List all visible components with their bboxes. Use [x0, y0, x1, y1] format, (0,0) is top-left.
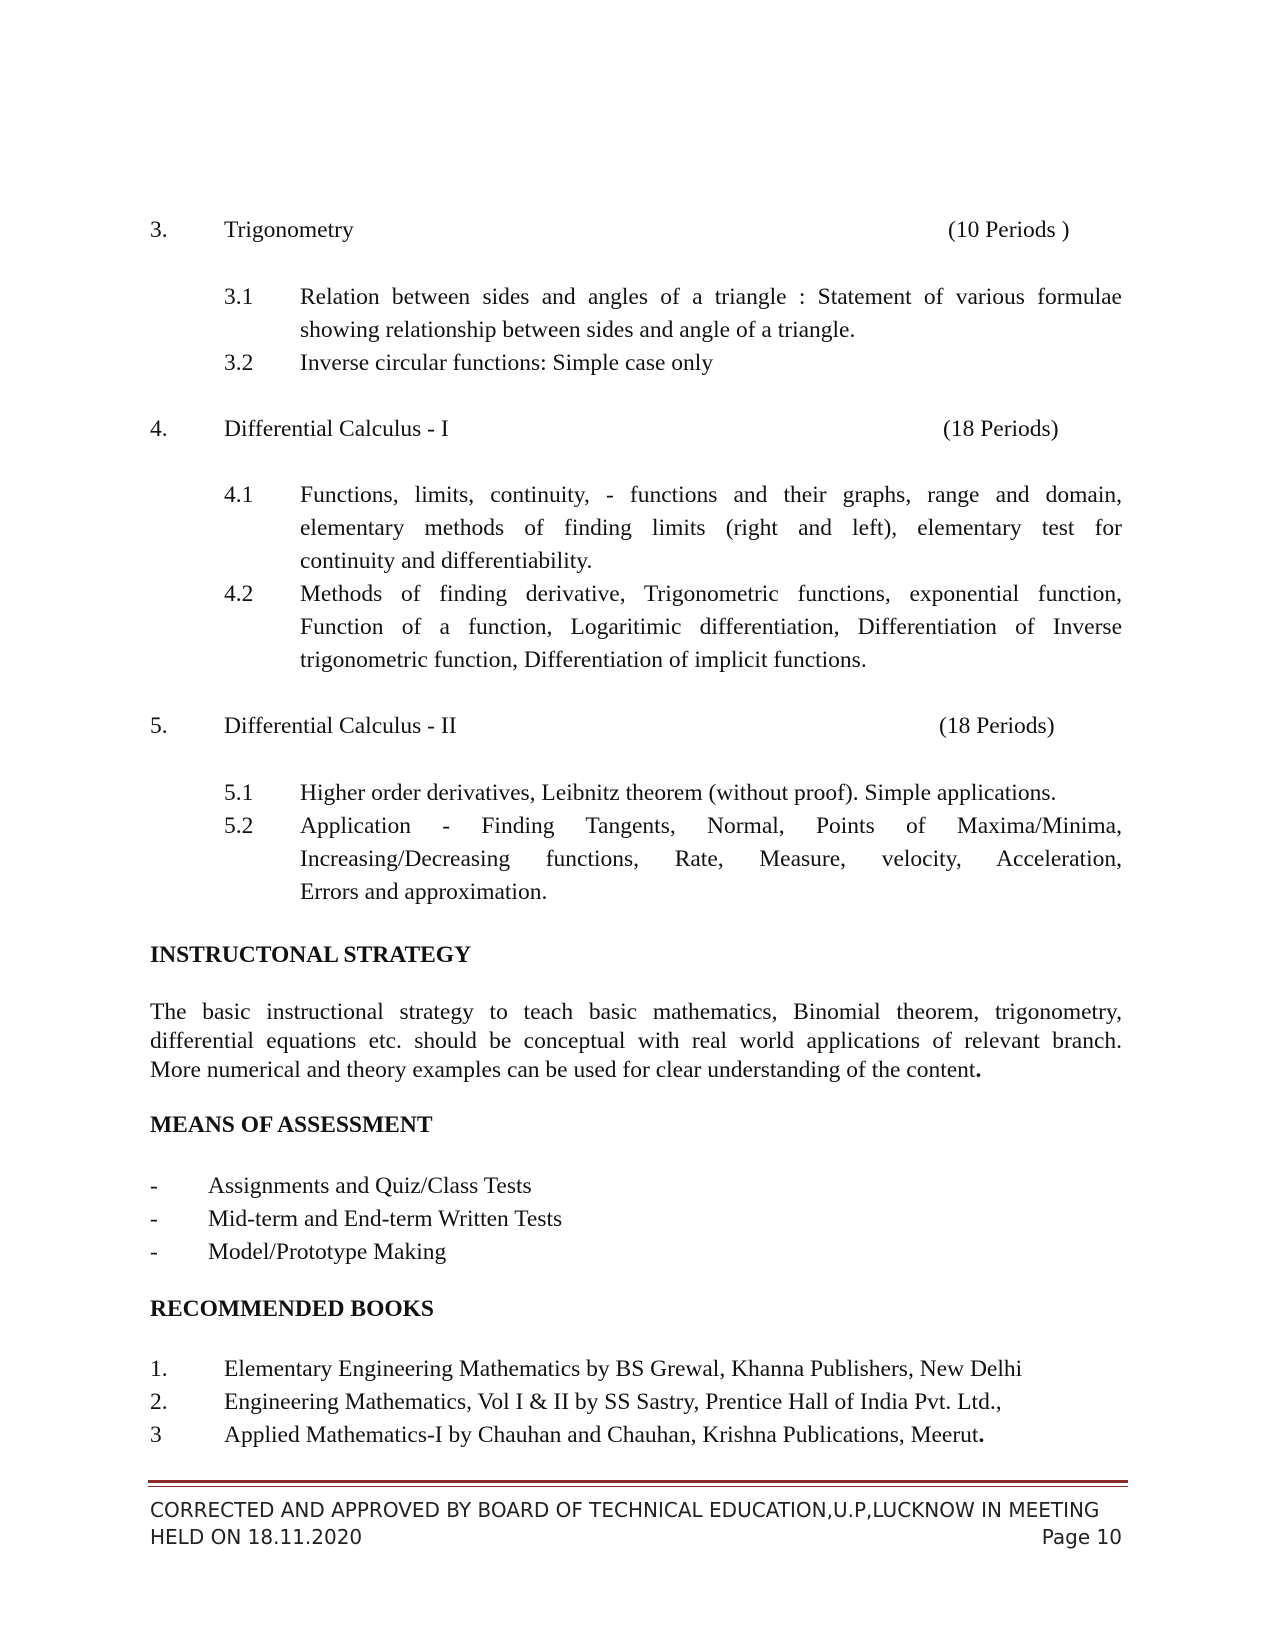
assessment-item-1: Assignments and Quiz/Class Tests [208, 1173, 532, 1199]
item-5-2-line-1: Application - Finding Tangents, Normal, Points of Maxima/Minima, [300, 813, 1122, 839]
assessment-bullet-3: - [150, 1239, 158, 1265]
item-4-2-line-1: Methods of finding derivative, Trigonometric functions, exponential function, [300, 581, 1122, 607]
item-4-2-number: 4.2 [224, 581, 254, 607]
footer-rule-thin [148, 1486, 1128, 1487]
assessment-item-3: Model/Prototype Making [208, 1239, 447, 1265]
assessment-bullet-2: - [150, 1206, 158, 1232]
section-5-title: Differential Calculus - II [224, 713, 457, 739]
book-3-text: Applied Mathematics-I by Chauhan and Chauhan, Krishna Publications, Meerut [224, 1422, 979, 1448]
item-4-1-number: 4.1 [224, 482, 254, 508]
item-4-2-line-2: Function of a function, Logaritimic differentiation, Differentiation of Inverse [300, 614, 1122, 640]
item-3-1-number: 3.1 [224, 284, 254, 310]
section-4-number: 4. [150, 416, 168, 442]
item-4-1-line-3: continuity and differentiability. [300, 548, 593, 574]
assessment-bullet-1: - [150, 1173, 158, 1199]
item-3-2-number: 3.2 [224, 350, 254, 376]
page-number: Page 10 [1041, 1525, 1122, 1549]
book-2-number: 2. [150, 1389, 168, 1415]
footer-meeting-date: HELD ON 18.11.2020 [150, 1525, 363, 1549]
instructional-strategy-heading: INSTRUCTONAL STRATEGY [150, 942, 472, 968]
section-3-title: Trigonometry [224, 217, 354, 243]
instructional-strategy-line-3-text: More numerical and theory examples can be used for clear understanding of the content [150, 1057, 976, 1083]
book-3-final-period: . [978, 1422, 985, 1448]
item-5-1-number: 5.1 [224, 780, 254, 806]
book-3-number: 3 [150, 1422, 162, 1448]
item-4-1-line-2: elementary methods of finding limits (right and left), elementary test for [300, 515, 1122, 541]
section-4-title: Differential Calculus - I [224, 416, 449, 442]
item-5-2-line-2: Increasing/Decreasing functions, Rate, Measure, velocity, Acceleration, [300, 846, 1122, 872]
instructional-strategy-line-3 [150, 1054, 981, 1087]
item-5-2-line-3: Errors and approximation. [300, 879, 548, 905]
item-5-2-number: 5.2 [224, 813, 254, 839]
recommended-books-heading: RECOMMENDED BOOKS [150, 1296, 434, 1322]
book-1-number: 1. [150, 1356, 168, 1382]
instructional-strategy-line-1: The basic instructional strategy to teach basic mathematics, Binomial theorem, trigonometry, [150, 999, 1122, 1025]
book-3-line [224, 1419, 984, 1452]
item-3-1-line-2: showing relationship between sides and angle of a triangle. [300, 317, 856, 343]
item-5-1-line-1: Higher order derivatives, Leibnitz theorem (without proof). Simple applications. [300, 780, 1057, 806]
item-3-1-line-1: Relation between sides and angles of a triangle : Statement of various formulae [300, 284, 1122, 310]
item-3-2-line-1: Inverse circular functions: Simple case only [300, 350, 714, 376]
footer-line-1: CORRECTED AND APPROVED BY BOARD OF TECHNICAL EDUCATION,U.P,LUCKNOW IN MEETING [150, 1498, 1100, 1522]
item-4-1-line-1: Functions, limits, continuity, - functions and their graphs, range and domain, [300, 482, 1122, 508]
item-4-2-line-3: trigonometric function, Differentiation of implicit functions. [300, 647, 867, 673]
instructional-strategy-line-2: differential equations etc. should be conceptual with real world applications of relevant branch. [150, 1028, 1122, 1054]
footer-line-2 [150, 1524, 1126, 1551]
instructional-strategy-final-period: . [975, 1057, 982, 1083]
book-2-text: Engineering Mathematics, Vol I & II by SS Sastry, Prentice Hall of India Pvt. Ltd., [224, 1389, 1002, 1415]
section-5-number: 5. [150, 713, 168, 739]
book-1-text: Elementary Engineering Mathematics by BS Grewal, Khanna Publishers, New Delhi [224, 1356, 1023, 1382]
footer-rule-thick [148, 1480, 1128, 1483]
section-4-periods: (18 Periods) [943, 416, 1059, 442]
section-3-number: 3. [150, 217, 168, 243]
section-5-periods: (18 Periods) [939, 713, 1055, 739]
section-3-periods: (10 Periods ) [948, 217, 1070, 243]
means-of-assessment-heading: MEANS OF ASSESSMENT [150, 1112, 433, 1138]
assessment-item-2: Mid-term and End-term Written Tests [208, 1206, 563, 1232]
